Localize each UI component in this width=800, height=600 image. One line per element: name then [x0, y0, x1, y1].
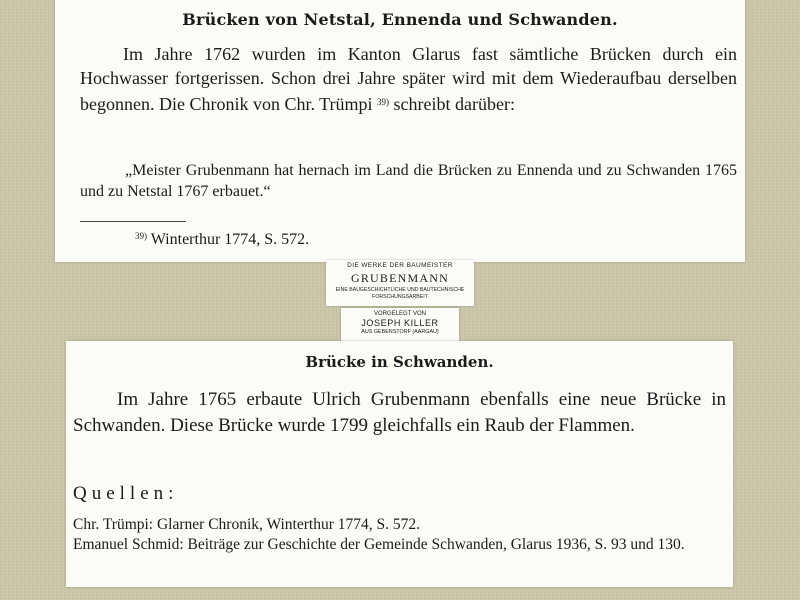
sources-list: [73, 515, 726, 555]
top-clipping: [55, 0, 745, 262]
footnote-reference: 39): [377, 97, 390, 107]
footnote: [135, 231, 309, 249]
author-label: [341, 308, 459, 341]
intro-text-end: schreibt darüber:: [393, 94, 515, 114]
author-origin: AUS GEBENSTORF (AARGAU): [361, 329, 439, 335]
chronicle-quote: „Meister Grubenmann hat hernach im Land die Brücken zu Ennenda und zu Schwanden 1765 und zu Netstal 1767 erbauet.“: [80, 162, 737, 200]
book-title-label: [326, 260, 474, 306]
book-subtitle-a: EINE BAUGESCHICHTLICHE UND BAUTECHNISCHE: [335, 287, 465, 293]
author-prefix: VORGELEGT VON: [374, 311, 426, 317]
footnote-mark: 39): [135, 231, 147, 241]
footnote-text: Winterthur 1774, S. 572.: [150, 231, 310, 248]
source-item: Chr. Trümpi: Glarner Chronik, Winterthur 1774, S. 572.: [73, 516, 420, 533]
book-subtitle-b: FORSCHUNGSARBEIT: [372, 294, 428, 300]
book-title-main: GRUBENMANN: [350, 271, 449, 285]
intro-text: Im Jahre 1762 wurden im Kanton Glarus fast sämtliche Brücken durch ein Hochwasser fortgerissen. Schon drei Jahre später wird mit dem Wiederaufbau derselben begonnen. Die Chronik von Chr. Trümpi: [80, 44, 737, 114]
book-title-line1: DIE WERKE DER BAUMEISTER: [347, 262, 453, 269]
section-title-bridges: Brücken von Netstal, Ennenda und Schwanden.: [182, 10, 618, 29]
intro-paragraph: [80, 42, 737, 116]
sources-heading: Quellen:: [73, 483, 179, 504]
section-title-schwanden: Brücke in Schwanden.: [305, 353, 494, 371]
schwanden-paragraph: Im Jahre 1765 erbaute Ulrich Grubenmann ebenfalls eine neue Brücke in Schwanden. Diese Brücke wurde 1799 gleichfalls ein Raub der Flammen.: [73, 389, 726, 436]
source-item: Emanuel Schmid: Beiträge zur Geschichte der Gemeinde Schwanden, Glarus 1936, S. 93 und 130.: [73, 536, 685, 553]
footnote-divider: [80, 221, 186, 222]
author-name: JOSEPH KILLER: [361, 318, 439, 328]
bottom-clipping: [66, 341, 733, 587]
